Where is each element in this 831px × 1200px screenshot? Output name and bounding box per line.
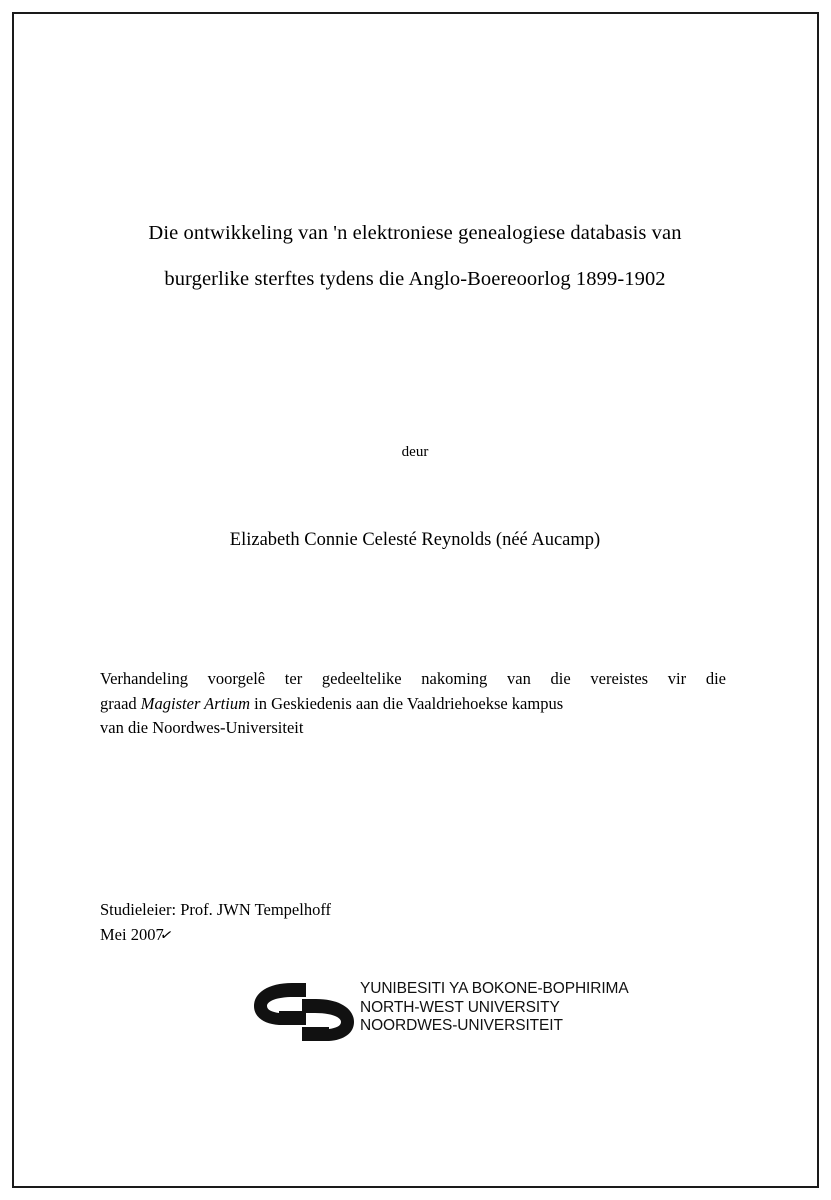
title-line-2: burgerlike sterftes tydens die Anglo-Boereoorlog 1899-1902 <box>164 268 666 290</box>
statement-line-2-post: in Geskiedenis aan die Vaaldriehoekse kampus <box>250 693 564 713</box>
pen-mark-icon: ✓ <box>158 926 175 946</box>
supervisor-block <box>100 897 730 947</box>
statement-line-2-pre: graad <box>100 693 141 713</box>
logo-text-line-1: YUNIBESITI YA BOKONE-BOPHIRIMA <box>360 980 629 997</box>
nwu-logo-mark-icon <box>248 977 360 1047</box>
date-block <box>100 922 175 947</box>
degree-name: Magister Artium <box>140 693 251 713</box>
author-name: Elizabeth Connie Celesté Reynolds (néé Aucamp) <box>229 530 601 550</box>
logo-text-line-3: NOORDWES-UNIVERSITEIT <box>360 1017 563 1034</box>
university-logo <box>248 974 668 1050</box>
date-text: Mei 2007 <box>100 925 164 944</box>
statement-line-1: Verhandeling voorgelê ter gedeeltelike nakoming van die vereistes vir die <box>100 669 726 688</box>
logo-text-line-2: NORTH-WEST UNIVERSITY <box>360 998 560 1016</box>
supervisor-line: Studieleier: Prof. JWN Tempelhoff <box>100 900 332 919</box>
page-content <box>100 12 730 1188</box>
logo-text-block <box>360 980 629 1036</box>
by-label: deur <box>401 444 429 460</box>
statement-line-2 <box>100 692 726 717</box>
thesis-title <box>100 210 730 302</box>
statement-line-3: van die Noordwes-Universiteit <box>100 718 304 737</box>
title-line-1: Die ontwikkeling van 'n elektroniese genealogiese databasis van <box>148 222 682 244</box>
degree-statement <box>100 667 726 741</box>
